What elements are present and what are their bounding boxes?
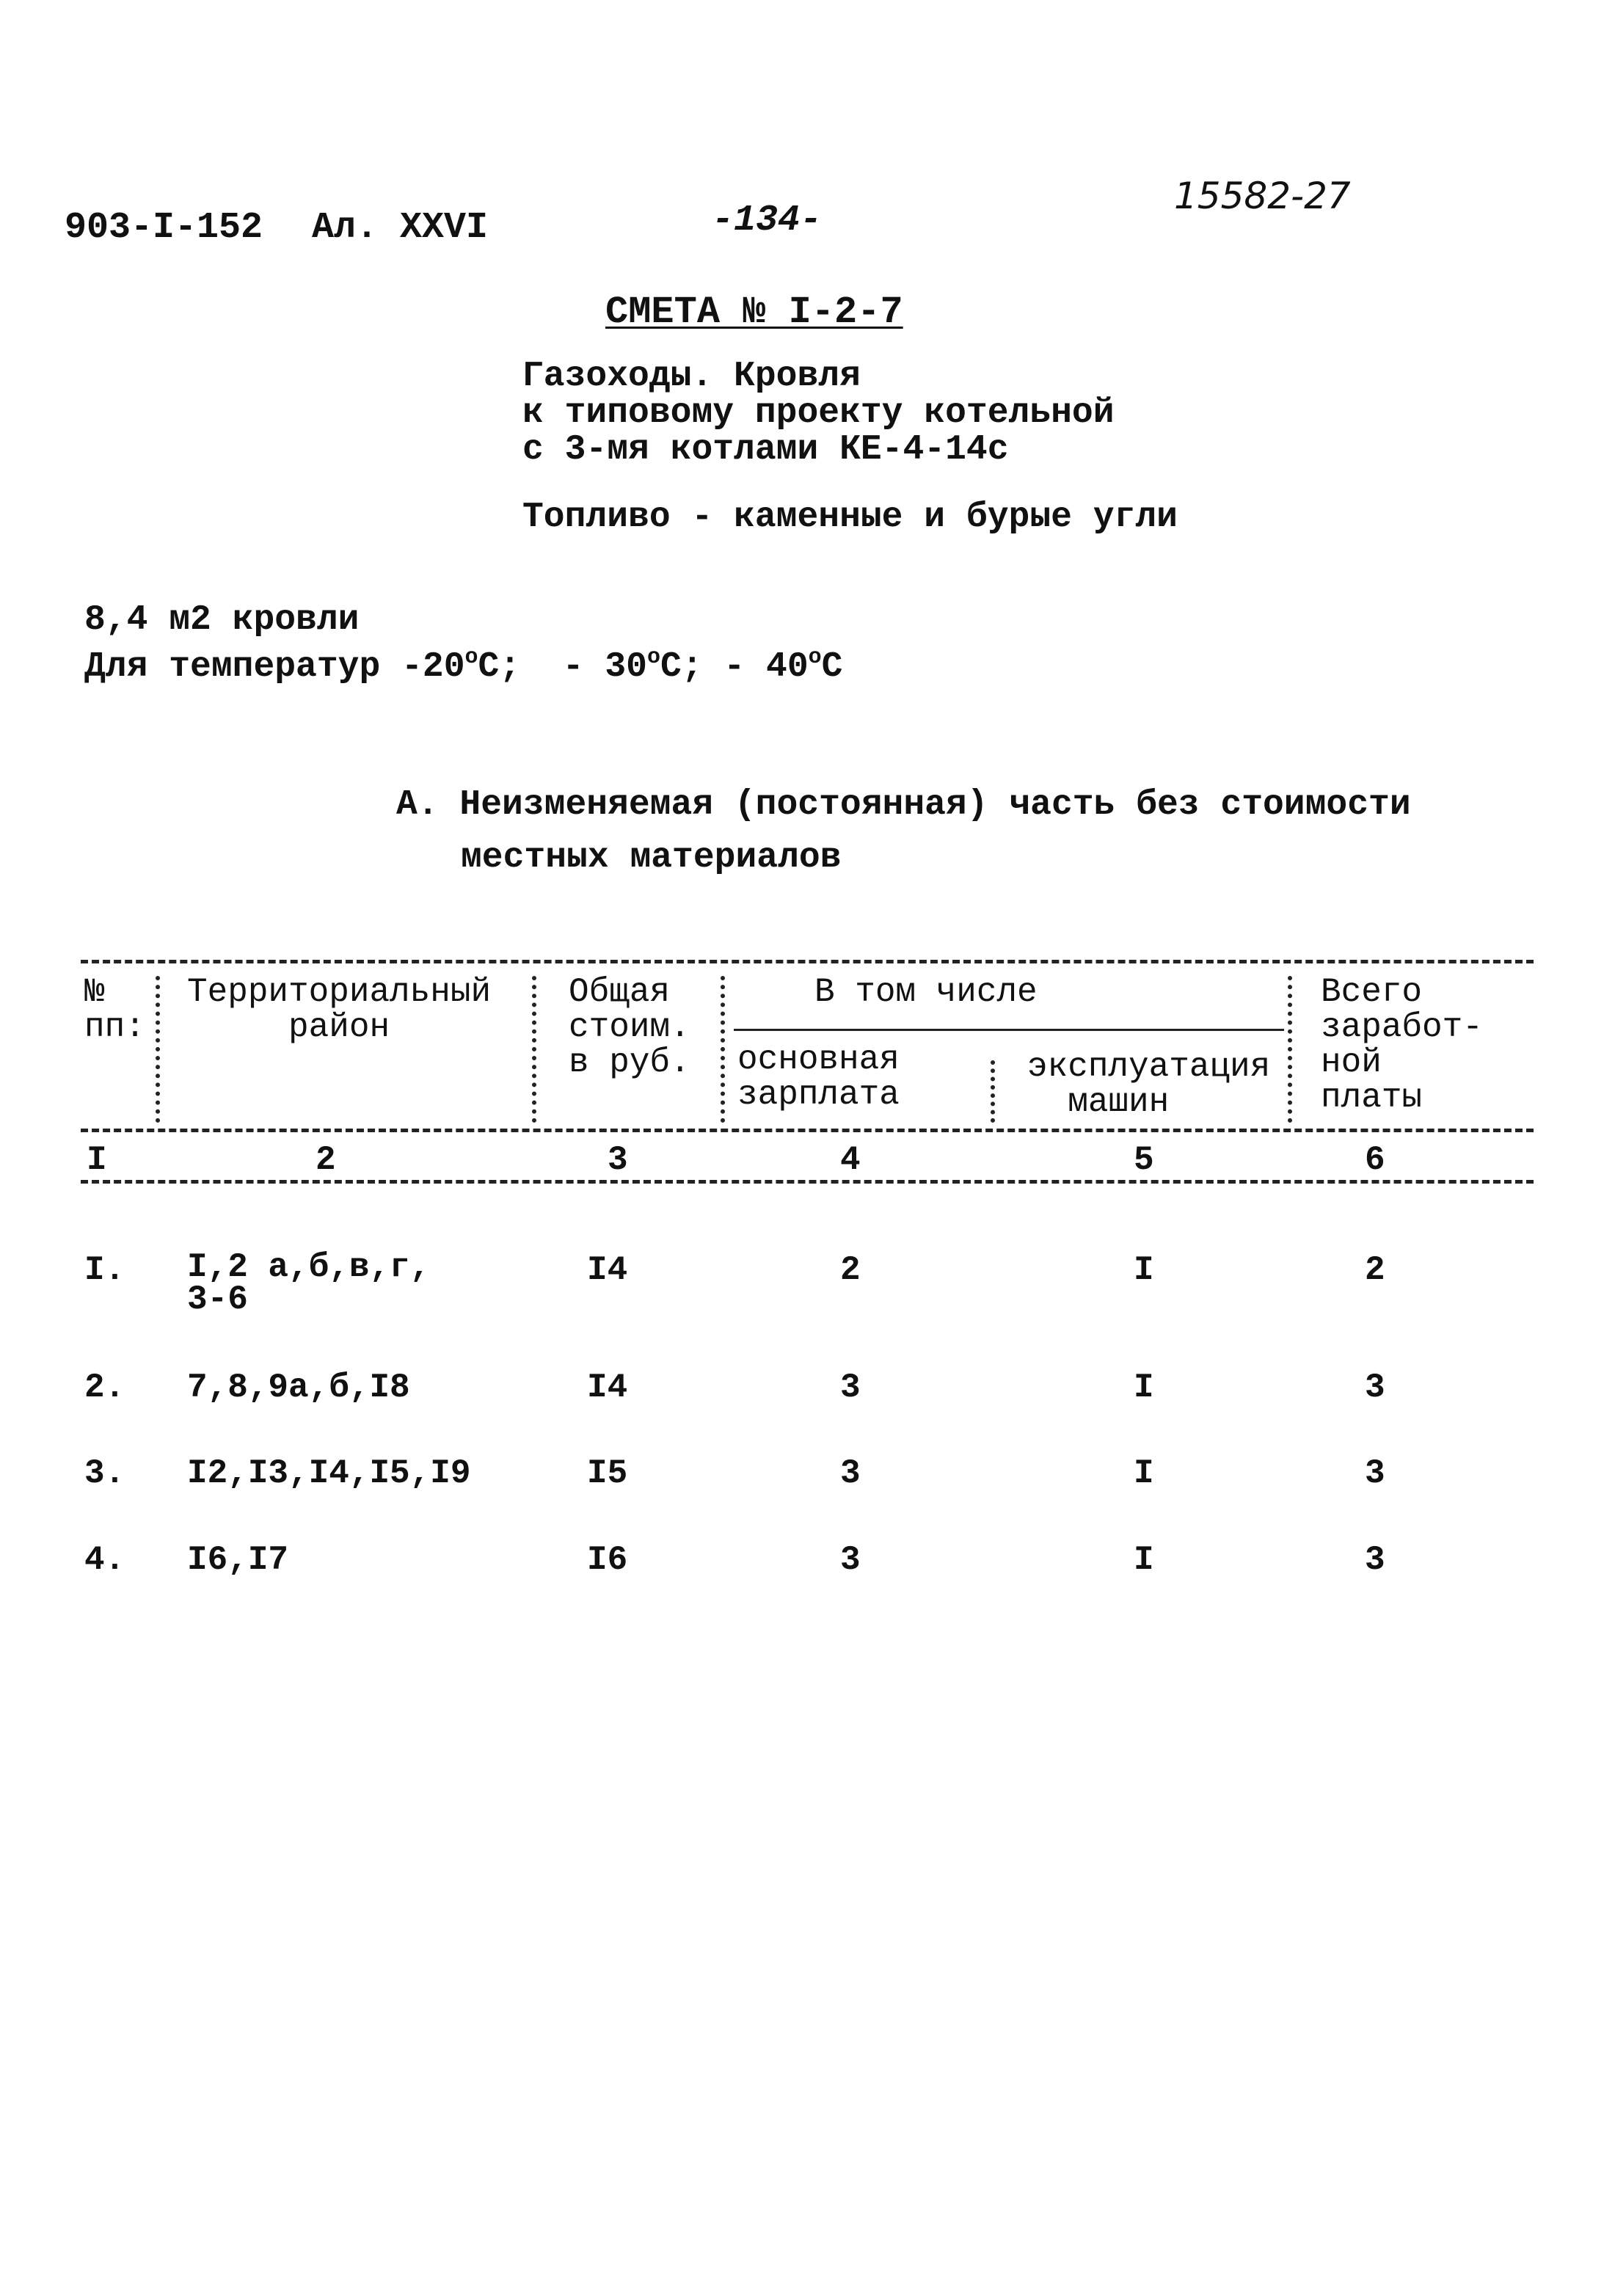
row3-num: 3. [84,1454,125,1493]
fuel-line: Топливо - каменные и бурые угли [522,498,1178,537]
row4-machines: I [1134,1541,1154,1579]
temp-2: - 30 [562,647,647,687]
header-salary: основная зарплата [737,1041,900,1114]
row2-machines: I [1134,1369,1154,1407]
col-divider-5 [1288,976,1292,1123]
subtitle-line-1: Газоходы. Кровля [522,357,861,396]
row4-total: I6 [587,1541,628,1579]
row1-wages: 2 [1365,1251,1385,1289]
header-machines: эксплуатация машин [1027,1048,1271,1121]
row1-num: I. [84,1251,125,1289]
roof-area: 8,4 м2 кровли [84,600,360,640]
column-number-rule [81,1180,1534,1184]
header-total: Общая стоим. в руб. [569,973,690,1082]
row4-wages: 3 [1365,1541,1385,1579]
col-divider-1 [156,976,160,1123]
col-number-4: 4 [840,1141,861,1179]
col-number-3: 3 [608,1141,628,1179]
row1-region: I,2 а,б,в,г, 3-6 [187,1248,431,1319]
temperature-label: Для температур [84,647,381,687]
document-code: 903-I-152 [65,207,263,249]
row3-machines: I [1134,1454,1154,1493]
section-heading-cont: местных материалов [461,838,842,878]
header-incl: В том числе [814,973,1038,1011]
row2-salary: 3 [840,1369,861,1407]
row2-wages: 3 [1365,1369,1385,1407]
row3-wages: 3 [1365,1454,1385,1493]
col-number-5: 5 [1134,1141,1154,1179]
row1-machines: I [1134,1251,1154,1289]
table-top-rule [81,960,1534,963]
subtitle-line-2: к типовому проекту котельной [522,393,1115,433]
row4-region: I6,I7 [187,1541,289,1579]
row1-total: I4 [587,1251,628,1289]
row2-region: 7,8,9а,б,I8 [187,1369,410,1407]
inventory-number: 15582-27 [1174,175,1351,217]
row1-salary: 2 [840,1251,861,1289]
subheader-rule [734,1029,1284,1031]
row3-salary: 3 [840,1454,861,1493]
row4-salary: 3 [840,1541,861,1579]
album-label: Ал. XXVI [312,207,489,249]
header-wages: Всего заработ- ной платы [1321,973,1483,1117]
header-num: № пп: [84,973,145,1046]
col-number-6: 6 [1365,1141,1385,1179]
temp-3: - 40 [723,647,809,687]
col-divider-4 [991,1060,995,1123]
page-number: -134- [712,200,823,241]
col-divider-3 [721,976,725,1123]
estimate-title: СМЕТА № I-2-7 [605,291,903,334]
section-heading: А. Неизменяемая (постоянная) часть без стоимости [396,785,1411,825]
header-region: Территориальный район [187,973,492,1046]
col-number-2: 2 [316,1141,336,1179]
col-divider-2 [532,976,536,1123]
row3-total: I5 [587,1454,628,1493]
col-number-1: I [87,1141,107,1179]
row3-region: I2,I3,I4,I5,I9 [187,1454,471,1493]
row2-num: 2. [84,1369,125,1407]
row4-num: 4. [84,1541,125,1579]
row2-total: I4 [587,1369,628,1407]
header-bottom-rule [81,1129,1534,1132]
temperature-line: Для температур -20$^o$C; - 30$^o$C; - 40$^o$C [84,645,843,687]
subtitle-line-3: с 3-мя котлами КЕ-4-14с [522,430,1009,470]
temp-1: -20 [401,647,465,687]
